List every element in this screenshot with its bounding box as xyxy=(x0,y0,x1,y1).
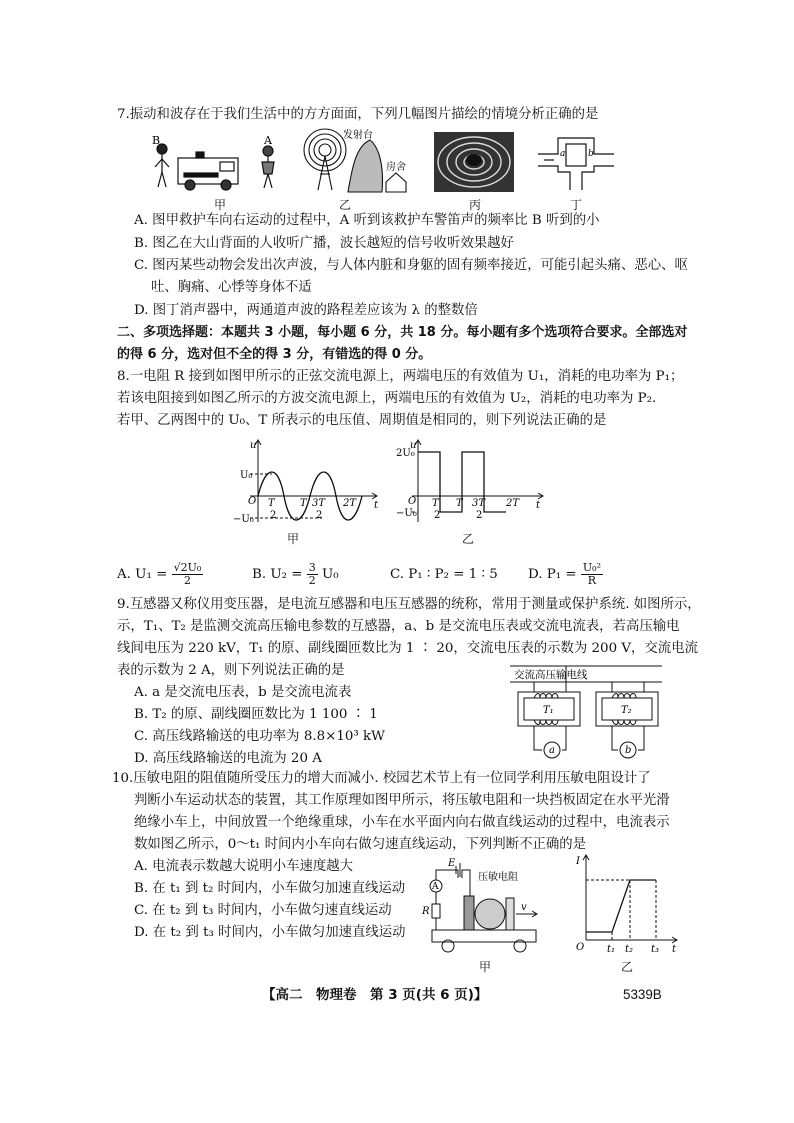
q9-figure xyxy=(510,662,662,764)
label-2U0: 2U₀ xyxy=(396,448,415,459)
den: R xyxy=(587,574,597,587)
q8-option-d-prefix: D. P₁ = xyxy=(528,567,577,582)
tick-t2: t₂ xyxy=(625,944,634,955)
q8-option-b-fraction xyxy=(307,562,318,587)
num: 3 xyxy=(308,561,316,574)
tick-t3: t₃ xyxy=(651,944,660,955)
q8-option-a-fraction xyxy=(172,562,204,587)
q7-caption-ding: 丁 xyxy=(569,198,582,212)
den: 2 xyxy=(183,574,191,587)
q7-figure-bing xyxy=(434,132,514,192)
q8-figure-yi xyxy=(396,436,546,526)
tick-T-half: T xyxy=(268,498,275,509)
q7-caption-yi: 乙 xyxy=(338,198,351,212)
meter-a: a xyxy=(549,745,555,756)
q10-stem-4: 数如图乙所示，0～t₁ 时间内小车向右做匀速直线运动，下列判断不正确的是 xyxy=(134,837,587,852)
meter-b: b xyxy=(625,745,632,756)
tick-T-half: T xyxy=(432,498,439,509)
origin: O xyxy=(248,496,257,507)
tick-T-half-den: 2 xyxy=(434,510,441,521)
q8-option-a-prefix: A. U₁ = xyxy=(117,567,168,582)
q8-stem-2: 若该电阻接到如图乙所示的方波交流电源上，两端电压的有效值为 U₂，消耗的电功率为 P₂. xyxy=(117,391,657,406)
tick-2T: 2T xyxy=(506,498,520,509)
q8-option-b-prefix: B. U₂ = xyxy=(252,567,303,582)
ammeter-A: A xyxy=(432,882,439,892)
q8-option-d-fraction xyxy=(581,562,603,587)
q8-stem-1: 8.一电阻 R 接到如图甲所示的正弦交流电源上，两端电压的有效值为 U₁，消耗的电功率为 P₁； xyxy=(117,369,684,384)
q7-figure-yi xyxy=(300,128,415,194)
paper-code: 5339B xyxy=(623,987,662,1002)
axis-u: u xyxy=(410,440,417,451)
q8-option-d xyxy=(528,562,603,587)
q8-option-a xyxy=(117,562,203,587)
label-T1: T₁ xyxy=(543,705,554,716)
q10-figure-yi xyxy=(570,852,682,956)
axis-I: I xyxy=(576,856,580,867)
label-E: E xyxy=(448,858,456,869)
label-b: b xyxy=(588,149,594,159)
q10-stem-2: 判断小车运动状态的装置，其工作原理如图甲所示，将压敏电阻和一块挡板固定在水平光滑 xyxy=(134,793,670,808)
section2-heading-cont: 的得 6 分，选对但不全的得 3 分，有错选的得 0 分。 xyxy=(117,347,432,362)
q8-figure-jia xyxy=(228,436,383,526)
q9-stem-2: 示，T₁、T₂ 是监测交流高压输电参数的互感器，a、b 是交流电压表或交流电流表，若高压输电 xyxy=(117,619,680,634)
q9-stem-1: 9.互感器又称仪用变压器，是电流互感器和电压互感器的统称，常用于测量或保护系统. 如图所示， xyxy=(117,597,701,612)
q8-stem-3: 若甲、乙两图中的 U₀、T 所表示的电压值、周期值是相同的，则下列说法正确的是 xyxy=(117,413,607,428)
q7-figure-jia xyxy=(150,132,280,194)
q7-option-c: C. 图丙某些动物会发出次声波，与人体内脏和身躯的固有频率接近，可能引起头痛、恶心、呕 xyxy=(134,258,688,273)
label-A: A xyxy=(264,134,272,147)
q8-caption-yi: 乙 xyxy=(461,532,474,546)
q10-option-a: A. 电流表示数越大说明小车速度越大 xyxy=(134,859,354,874)
label-negU0: −U₀ xyxy=(396,508,417,519)
q9-option-a: A. a 是交流电压表，b 是交流电流表 xyxy=(134,685,352,700)
page-footer: 【高二 物理卷 第 3 页(共 6 页)】 xyxy=(262,987,488,1003)
label-tower: 发射台 xyxy=(343,130,373,141)
q7-figure-ding xyxy=(536,132,616,194)
tick-3T-half: 3T xyxy=(312,498,326,509)
q10-option-c: C. 在 t₂ 到 t₃ 时间内，小车做匀速直线运动 xyxy=(134,903,392,918)
tick-3T-half: 3T xyxy=(472,498,486,509)
q10-caption-jia: 甲 xyxy=(478,960,491,974)
q10-figure-jia xyxy=(418,858,548,958)
label-U0: U₀ xyxy=(240,470,253,481)
num: U₀² xyxy=(582,561,601,574)
q10-option-b: B. 在 t₁ 到 t₂ 时间内，小车做匀加速直线运动 xyxy=(134,881,406,896)
q8-option-b-suffix: U₀ xyxy=(322,567,339,582)
origin: O xyxy=(408,496,417,507)
axis-t: t xyxy=(374,500,379,511)
q10-stem-1: 10.压敏电阻的阻值随所受压力的增大而减小. 校园艺术节上有一位同学利用压敏电阻设计了 xyxy=(112,771,651,786)
tick-t1: t₁ xyxy=(607,944,616,955)
q8-caption-jia: 甲 xyxy=(286,532,299,546)
q9-option-d: D. 高压线路输送的电流为 20 A xyxy=(134,751,322,766)
q8-option-b xyxy=(252,562,339,587)
den: 2 xyxy=(308,574,316,587)
label-negU0: −U₀ xyxy=(233,514,254,525)
label-R: R xyxy=(422,906,430,917)
label-house: 房舍 xyxy=(386,162,406,173)
q9-option-c: C. 高压线路输送的电功率为 8.8×10³ kW xyxy=(134,729,385,744)
q7-option-c-cont: 吐、胸痛、心悸等身体不适 xyxy=(151,280,312,295)
q7-stem: 7.振动和波存在于我们生活中的方方面面，下列几幅图片描绘的情境分析正确的是 xyxy=(117,107,599,122)
origin: O xyxy=(576,942,585,953)
q9-stem-4: 表的示数为 2 A，则下列说法正确的是 xyxy=(117,663,345,678)
label-B: B xyxy=(152,134,161,147)
label-a: a xyxy=(560,149,566,159)
tick-3T-half-den: 2 xyxy=(476,510,483,521)
label-line: 交流高压输电线 xyxy=(514,669,588,681)
q7-caption-bing: 丙 xyxy=(468,198,481,212)
axis-u: u xyxy=(250,440,257,451)
q10-option-d: D. 在 t₂ 到 t₃ 时间内，小车做匀加速直线运动 xyxy=(134,925,406,940)
tick-T: T xyxy=(456,498,463,509)
tick-3T-half-den: 2 xyxy=(316,510,323,521)
axis-t: t xyxy=(536,500,541,511)
q10-stem-3: 绝缘小车上，中间放置一个绝缘重球，小车在水平面内向右做直线运动的过程中，电流表示 xyxy=(134,815,670,830)
section2-heading: 二、多项选择题：本题共 3 小题，每小题 6 分，共 18 分。每小题有多个选项符合要求。全部选对 xyxy=(117,325,688,340)
q7-caption-jia: 甲 xyxy=(213,198,226,212)
num: √2U₀ xyxy=(173,561,202,574)
axis-t: t xyxy=(672,944,677,955)
tick-T: T xyxy=(300,498,307,509)
q7-option-b: B. 图乙在大山背面的人收听广播，波长越短的信号收听效果越好 xyxy=(134,236,514,251)
label-v: v xyxy=(521,902,527,913)
label-T2: T₂ xyxy=(621,705,632,716)
q7-option-a: A. 图甲救护车向右运动的过程中，A 听到该救护车警笛声的频率比 B 听到的小 xyxy=(134,213,600,228)
q10-caption-yi: 乙 xyxy=(620,960,633,974)
q9-option-b: B. T₂ 的原、副线圈匝数比为 1 100 ∶ 1 xyxy=(134,707,378,722)
tick-T-half-den: 2 xyxy=(270,510,277,521)
q8-option-c: C. P₁ ∶ P₂ = 1 ∶ 5 xyxy=(390,567,498,582)
q7-option-d: D. 图丁消声器中，两通道声波的路程差应该为 λ 的整数倍 xyxy=(134,303,478,318)
label-sensor: 压敏电阻 xyxy=(478,872,518,883)
tick-2T: 2T xyxy=(343,498,357,509)
q9-stem-3: 线间电压为 220 kV，T₁ 的原、副线圈匝数比为 1 ∶ 20，交流电压表的示数为 200 V，交流电流 xyxy=(117,641,698,656)
